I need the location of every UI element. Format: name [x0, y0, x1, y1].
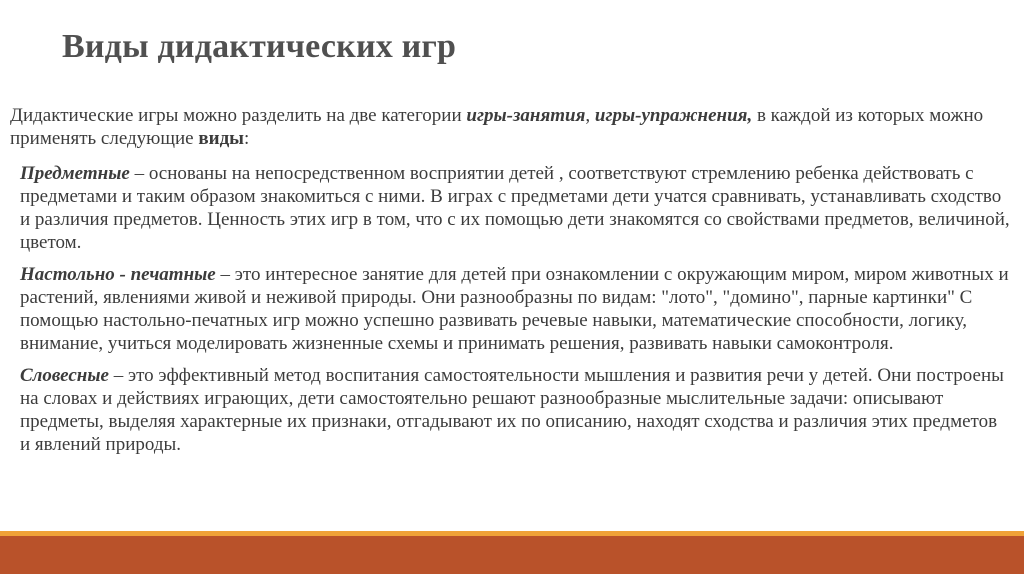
- item-term: Предметные: [20, 163, 130, 184]
- intro-keyword-types: виды: [198, 128, 245, 149]
- game-types-list: [20, 162, 1010, 465]
- footer-accent-bar-thick: [0, 536, 1024, 574]
- list-item-board-games: [20, 263, 1010, 355]
- intro-text-1: Дидактические игры можно разделить на две категории: [10, 105, 467, 126]
- intro-keyword-exercises: игры-упражнения,: [594, 105, 753, 126]
- slide-title: Виды дидактических игр: [62, 28, 457, 65]
- intro-separator: ,: [585, 105, 595, 126]
- item-description: – основаны на непосредственном восприятии детей , соответствуют стремлению ребенка действовать с предметами и таким образом знакомиться с ними. В играх с предметами дети учатся сравнивать, устанавливать сходство и различия предметов. Ценность этих игр в том, что с их помощью дети знакомятся со свойствами предметов, величиной, цветом.: [20, 163, 1010, 253]
- list-item-word-games: [20, 364, 1010, 456]
- intro-text-3: :: [244, 128, 250, 149]
- intro-paragraph: [10, 104, 1010, 150]
- item-term: Словесные: [20, 365, 109, 386]
- item-term: Настольно - печатные: [20, 264, 216, 285]
- item-description: – это эффективный метод воспитания самостоятельности мышления и развития речи у детей. Они построены на словах и действиях играющих, дети самостоятельно решают разнообразные мыслительные задачи: описывают предметы, выделяя характерные их признаки, отгадывают их по описанию, находят сходства и различия этих предметов и явлений природы.: [20, 365, 1004, 455]
- intro-keyword-lessons: игры-занятия: [466, 105, 586, 126]
- list-item-object-games: [20, 162, 1010, 254]
- item-description: – это интересное занятие для детей при ознакомлении с окружающим миром, миром животных и растений, явлениями живой и неживой природы. Они разнообразны по видам: "лото", "домино", парные картинки" С помощью настольно-печатных игр можно успешно развивать речевые навыки, математические способности, логику, внимание, учиться моделировать жизненные схемы и принимать решения, развивать навыки самоконтроля.: [20, 264, 1009, 354]
- intro-text-2: в каждой из которых можно применять следующие: [10, 105, 984, 149]
